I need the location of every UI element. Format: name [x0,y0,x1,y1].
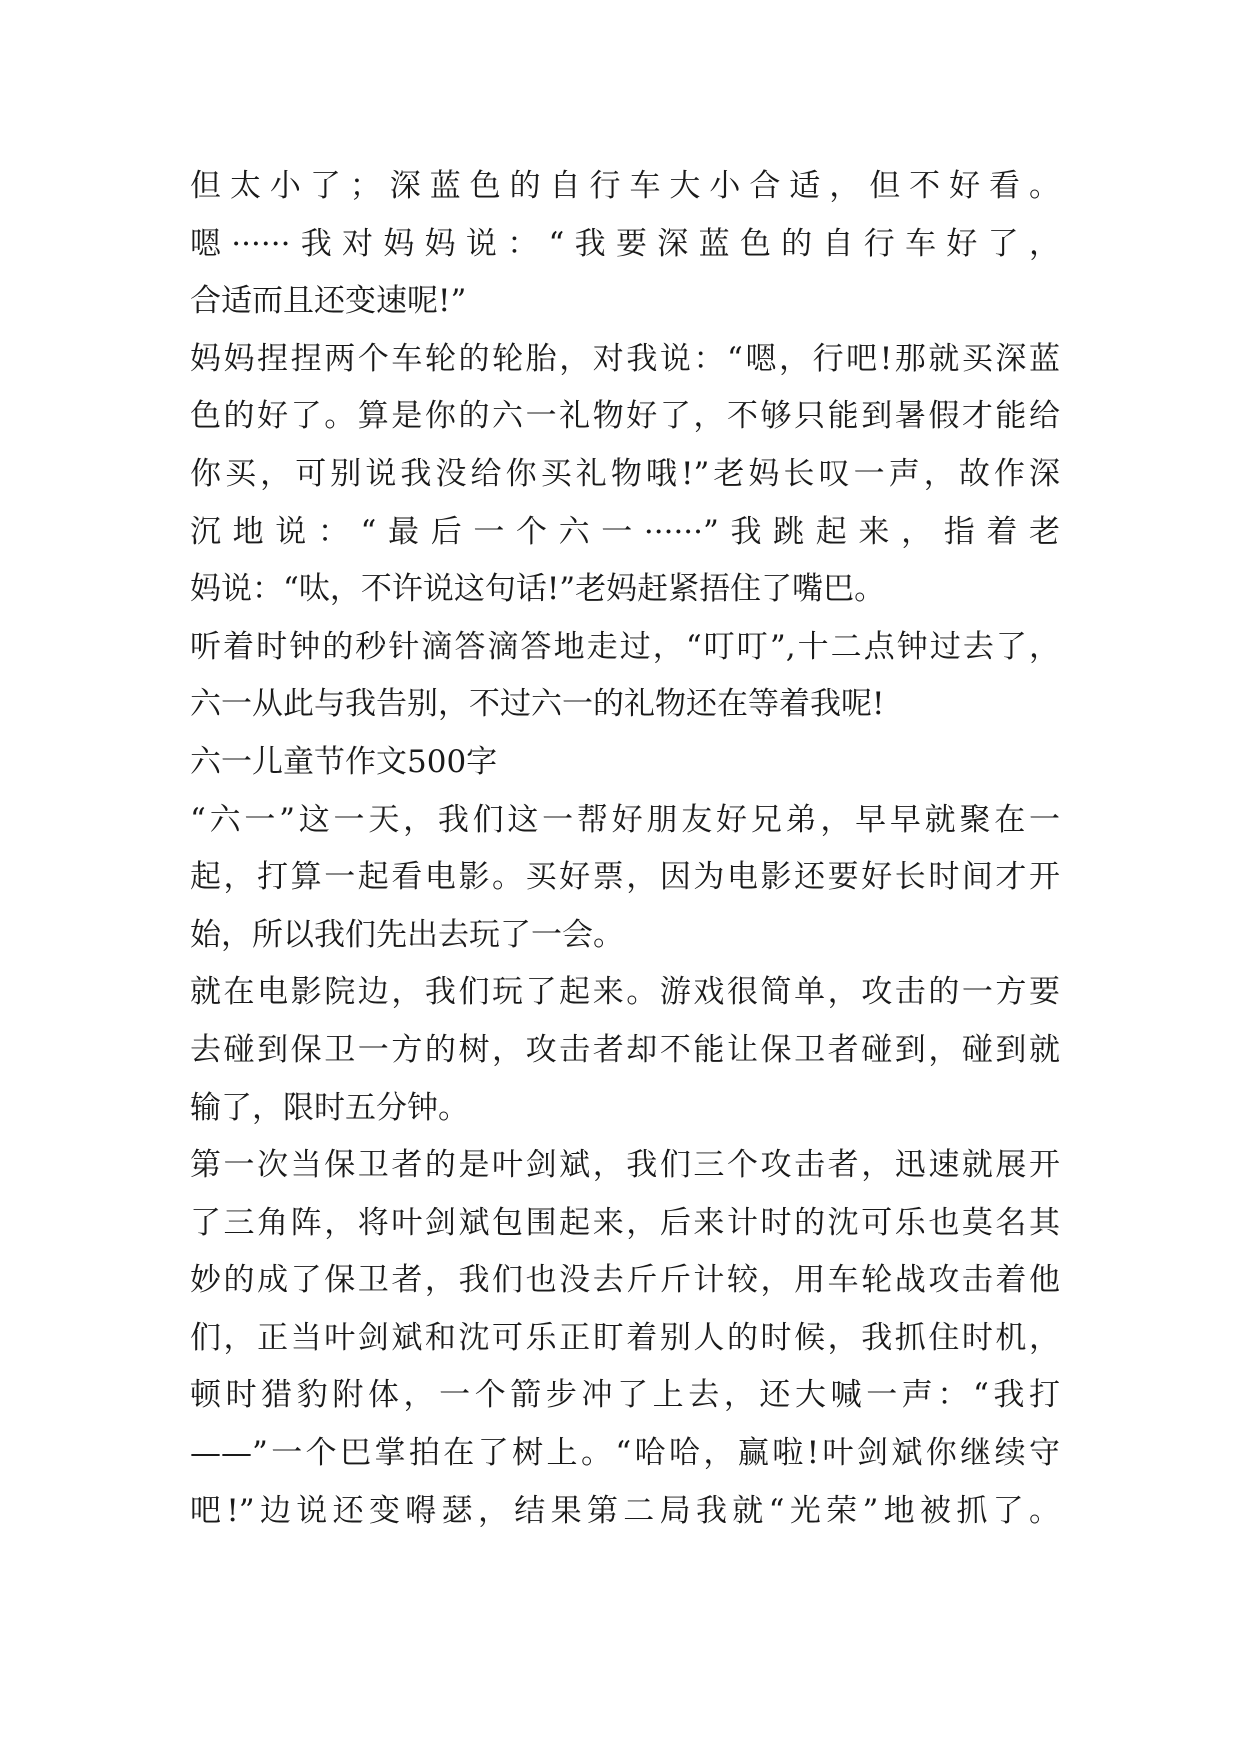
text-line: 沉地说：“最后一个六一······”我跳起来，指着老 [190,513,1060,550]
text-line: 去碰到保卫一方的树，攻击者却不能让保卫者碰到，碰到就 [190,1031,1060,1068]
text-line: 妈说：“呔，不许说这句话!”老妈赶紧捂住了嘴巴。 [190,571,886,608]
text-line: 起，打算一起看电影。买好票，因为电影还要好长时间才开 [190,859,1060,896]
text-line: 合适而且还变速呢!” [190,283,467,320]
text-line: 了三角阵，将叶剑斌包围起来，后来计时的沈可乐也莫名其 [190,1204,1060,1241]
text-line: 们，正当叶剑斌和沈可乐正盯着别人的时候，我抓住时机， [190,1319,1060,1356]
text-line: 妈妈捏捏两个车轮的轮胎，对我说：“嗯，行吧!那就买深蓝 [190,340,1060,377]
text-line: 就在电影院边，我们玩了起来。游戏很简单，攻击的一方要 [190,974,1060,1011]
text-line: 六一从此与我告别，不过六一的礼物还在等着我呢! [190,686,885,723]
text-line: 但太小了；深蓝色的自行车大小合适，但不好看。 [190,168,1060,204]
section-heading: 六一儿童节作文500字 [190,743,498,780]
text-line: “六一”这一天，我们这一帮好朋友好兄弟，早早就聚在一 [190,801,1060,838]
text-line: 顿时猎豹附体，一个箭步冲了上去，还大喊一声：“我打 [190,1377,1060,1414]
text-line: 吧!”边说还变嘚瑟，结果第二局我就“光荣”地被抓了。 [190,1492,1060,1529]
text-line: 听着时钟的秒针滴答滴答地走过，“叮叮”,十二点钟过去了， [190,628,1060,665]
text-line: 妙的成了保卫者，我们也没去斤斤计较，用车轮战攻击着他 [190,1262,1060,1299]
text-line: 第一次当保卫者的是叶剑斌，我们三个攻击者，迅速就展开 [190,1147,1060,1184]
text-line: 输了，限时五分钟。 [190,1089,469,1126]
text-line: 色的好了。算是你的六一礼物好了，不够只能到暑假才能给 [190,398,1060,435]
article-body [190,158,1060,1540]
text-line: 你买，可别说我没给你买礼物哦!”老妈长叹一声，故作深 [190,455,1060,492]
text-line: 始，所以我们先出去玩了一会。 [190,916,624,953]
text-line: ——”一个巴掌拍在了树上。“哈哈，赢啦!叶剑斌你继续守 [190,1435,1060,1472]
text-line: 嗯······我对妈妈说：“我要深蓝色的自行车好了， [190,225,1060,262]
